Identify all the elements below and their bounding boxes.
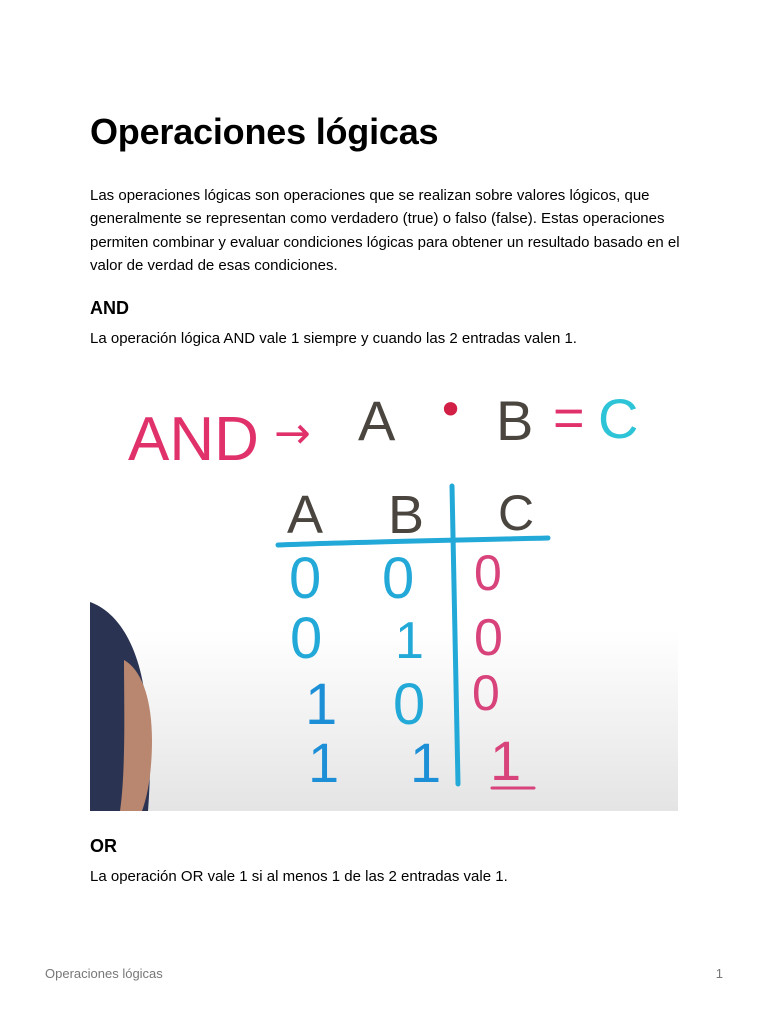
cell-r2-c: 0 [474,609,503,667]
footer-document-title: Operaciones lógicas [45,966,163,981]
heading-and: AND [90,298,129,318]
result-c: C [598,387,639,450]
cell-r3-b: 0 [393,672,426,737]
cell-r3-c: 0 [472,665,500,721]
cell-r4-c: 1 [490,729,522,792]
arrow-label: → [274,408,311,459]
cell-r1-b: 0 [382,546,415,611]
operator-dot: • [437,383,465,437]
and-description: La operación lógica AND vale 1 siempre y cuando las 2 entradas valen 1. [90,330,577,347]
cell-r2-b: 1 [395,612,424,670]
cell-r3-a: 1 [305,672,338,737]
footer-page-number: 1 [715,966,723,981]
or-description: La operación OR vale 1 si al menos 1 de las 2 entradas vale 1. [90,868,508,885]
cell-r1-a: 0 [289,546,322,611]
page-title: Operaciones lógicas [90,111,439,152]
whiteboard-shadow [90,630,678,811]
operand-a: A [358,389,396,452]
heading-or: OR [90,836,117,856]
table-header-b: B [388,485,425,545]
table-header-a: A [287,485,324,545]
whiteboard-drawing [90,370,678,811]
cell-r1-c: 0 [474,545,502,601]
and-label: AND [128,405,259,474]
and-truth-table-image [90,370,678,811]
cell-r4-b: 1 [410,731,442,794]
cell-r4-a: 1 [308,731,340,794]
intro-paragraph: Las operaciones lógicas son operaciones que se realizan sobre valores lógicos, que generalmente se representan como verdadero (true) o falso (false). Estas operaciones permiten combinar y evaluar condiciones lógicas para obtener un resultado basado en el valor de verdad de esas condiciones. [90,187,680,274]
operand-b: B [496,389,534,452]
table-header-c: C [498,485,535,541]
equals-sign: = [553,388,585,448]
cell-r2-a: 0 [290,606,323,671]
